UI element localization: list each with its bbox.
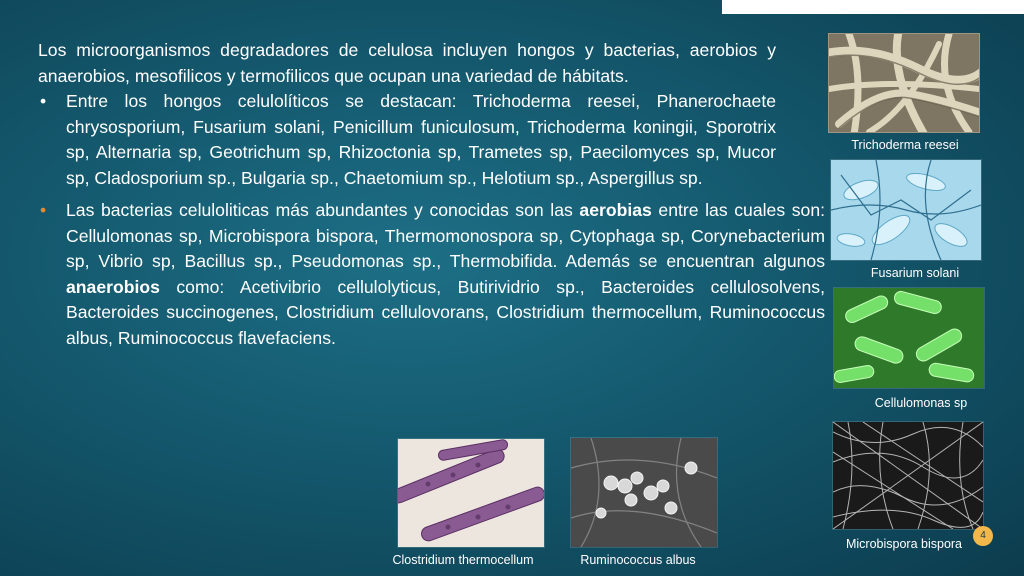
trichoderma-image bbox=[828, 33, 980, 133]
bullet-fungi-text: Entre los hongos celulolíticos se destacan: Trichoderma reesei, Phanerochaete chrysosporium, Fusarium solani, Penicillum funiculosum, Trichoderma koningii, Sporotrix sp, Alternaria sp, Geotrichum sp, Rhizoctonia sp, Trametes sp, Paecilomyces sp, Mucor sp, Cladosporium sp., Bulgaria sp., Chaetomium sp., Helotium sp., Aspergillus sp. bbox=[66, 91, 776, 188]
stained-rods-micrograph-icon bbox=[398, 439, 544, 547]
clostridium-image bbox=[397, 438, 545, 548]
caption-clostridium: Clostridium thermocellum bbox=[392, 553, 534, 567]
bullet-bacteria bbox=[38, 198, 825, 351]
microbispora-image bbox=[832, 421, 984, 530]
caption-ruminococcus: Ruminococcus albus bbox=[580, 553, 696, 567]
intro-paragraph: Los microorganismos degradadores de celulosa incluyen hongos y bacterias, aerobios y anaerobios, mesofilicos y termofilicos que ocupan una variedad de hábitats. bbox=[38, 40, 776, 86]
aerobias-emphasis: aerobias bbox=[579, 200, 652, 220]
bullet-bacteria-text-2: entre las cuales son: Cellulomonas sp, Microbispora bispora, Thermomonospora sp, Cytophaga sp, Corynebacterium sp, Vibrio sp, Bacillus sp., Pseudomonas sp., Thermobifida. Además se encuentran algunos bbox=[66, 200, 825, 271]
caption-microbispora: Microbispora bispora bbox=[845, 537, 963, 551]
caption-fusarium: Fusarium solani bbox=[870, 266, 960, 280]
fungal-spores-micrograph-icon bbox=[831, 160, 981, 260]
anaerobios-emphasis: anaerobios bbox=[66, 276, 160, 297]
bullet-fungi bbox=[38, 89, 776, 191]
bullet-marker-orange: • bbox=[40, 200, 47, 220]
fusarium-image bbox=[830, 159, 982, 261]
caption-cellulomonas: Cellulomonas sp bbox=[874, 396, 968, 410]
filament-network-micrograph-icon bbox=[833, 422, 983, 529]
caption-trichoderma: Trichoderma reesei bbox=[851, 138, 959, 152]
rod-bacteria-micrograph-icon bbox=[834, 288, 984, 388]
cocci-sem-micrograph-icon bbox=[571, 438, 717, 547]
page-number-badge: 4 bbox=[973, 526, 993, 546]
ruminococcus-image bbox=[570, 437, 718, 548]
fungal-hyphae-micrograph-icon bbox=[829, 34, 979, 132]
bullet-marker: • bbox=[40, 91, 47, 111]
bullet-bacteria-text-1: Las bacterias celuloliticas más abundantes y conocidas son las bbox=[66, 200, 580, 220]
bullet-bacteria-text-3: como: Acetivibrio cellulolyticus, Butirividrio sp., Bacteroides cellulosolvens, Bacteroides succinogenes, Clostridium cellulovorans, Clostridium thermocellum, Ruminococcus albus, Ruminococcus flavefaciens. bbox=[66, 276, 825, 348]
slide-body bbox=[38, 38, 825, 351]
header-tab bbox=[722, 0, 1024, 14]
cellulomonas-image bbox=[833, 287, 985, 389]
